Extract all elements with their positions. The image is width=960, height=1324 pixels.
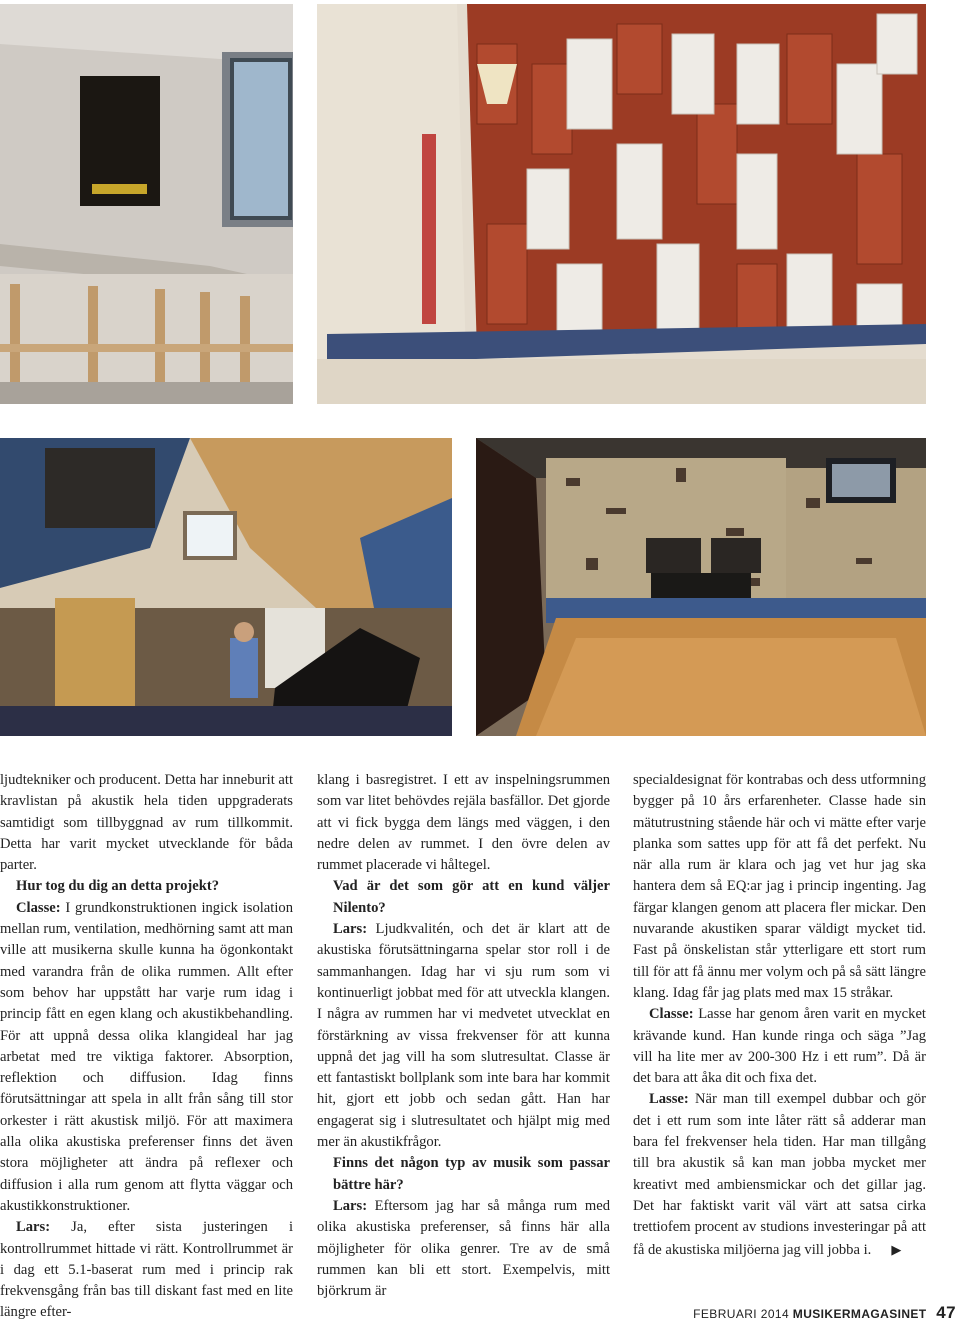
answer-paragraph: [317, 1196, 610, 1302]
photo-birch-room: [476, 438, 926, 736]
answer-text: Eftersom jag har så många rum med olika akustiska preferenser, så finns här alla möjligheter för olika genrer. Tre av de små rummen kan bli ett stort. Exempelvis, mitt björkrum är: [317, 1197, 610, 1300]
speaker-label: Lars:: [16, 1219, 51, 1236]
answer-paragraph: [317, 919, 610, 1153]
answer-text: I grundkonstruktionen ingick isolation mellan rum, ventilation, medhörning samt att man ville att musikerna skulle kunna ha ögonkontakt med varandra från de olika rummen. Allt efter som behov har uppstått har varje rum idag i princip fått en egen klang och akustikbehandling. För att uppnå dessa olika klangideal har jag arbetat med tre viktiga faktorer. Absorption, reflektion och diffusion. Idag finns förutsättningar att spela in allt från sång till stor orkester i rätt akustisk miljö. För att maximera alla olika akustiska preferenser finns det även stora möjligheter att ändra på reflexer och diffusion i alla rum genom att flytta väggar och akustikkonstruktioner.: [0, 899, 293, 1214]
question: Vad är det som gör att en kund väljer Nilento?: [333, 878, 610, 916]
answer-paragraph: [0, 1217, 293, 1323]
answer-paragraph: [0, 898, 293, 1217]
brick-wall-image: [317, 4, 926, 404]
text-column-3: [633, 770, 926, 1261]
text-column-2: [317, 770, 610, 1302]
photo-construction-room: [0, 4, 293, 404]
photo-control-room-piano: [0, 438, 452, 736]
answer-paragraph: [633, 1089, 926, 1260]
answer-text: När man till exempel dubbar och gör det i ett rum som inte låter rätt så adderar man bara fel frekvenser hela tiden. Har man tillgång till bra akustik så kan man jobba mycket mer kreativt med ambiensmickar och det gillar jag. Det har faktiskt varit väl värt att satsa cirka trettiofem procent av studions investeringar på att få de akustiska miljöerna jag vill jobba i.: [633, 1091, 926, 1258]
speaker-label: Lars:: [333, 1197, 368, 1214]
speaker-label: Lasse:: [649, 1091, 689, 1108]
speaker-label: Classe:: [16, 899, 61, 916]
question: Finns det någon typ av musik som passar bättre här?: [333, 1155, 610, 1193]
construction-room-image: [0, 4, 293, 404]
answer-text: Ljudkvalitén, och det är klart att de akustiska förutsättningarna spelar stor roll i de sammanhangen. Idag har vi sju rum som vi kontinuerligt jobbat med för att utveckla klangen. I några av rummen har vi medvetet utvecklat en förstärkning av vissa frekvenser för att kunna uppnå det jag vill ha som slutresultat. Classe är ett fantastiskt bollplank som inte bara har kommit hit, gjort ett jobb och sedan gått. Han har engagerat sig i slutresultatet och hjälpt mig med mer än akustikfrågor.: [317, 921, 610, 1151]
answer-paragraph: [633, 1004, 926, 1089]
birch-room-image: [476, 438, 926, 736]
photo-brick-diffuser-wall: [317, 4, 926, 404]
paragraph: ljudtekniker och producent. Detta har inneburit att kravlistan på akustik hela tiden uppgraderats samtidigt som tillbyggnad av rum tillkommit. Detta har varit mycket utvecklande för båda parter.: [0, 772, 293, 874]
text-column-1: [0, 770, 293, 1324]
piano-room-image: [0, 438, 452, 736]
speaker-label: Classe:: [649, 1006, 694, 1023]
end-of-article-icon: ▶: [891, 1241, 902, 1257]
paragraph: klang i basregistret. I ett av inspelningsrummen som var litet behövdes rejäla basfällor. Det gjorde att vi fick bygga dem längs med väggen, i den nedre delen av rummet. I den övre delen av rummet placerade vi håltegel.: [317, 772, 610, 874]
answer-text: Ja, efter sista justeringen i kontrollrummet hittade vi rätt. Kontrollrummet är i dag ett 5.1-baserat rum med i princip rak frekvensgång från bas till diskant fast med en lite längre efter-: [0, 1219, 293, 1321]
question: Hur tog du dig an detta projekt?: [16, 878, 219, 895]
paragraph: specialdesignat för kontrabas och dess utformning bygger på 10 års erfarenheter. Classe hade sin mätutrustning stående här och vi mätte efter varje planka som sattes upp för att få det perfekt. Nu när alla rum är klara och jag vet hur jag ska hantera dem så EQ:ar jag i princip ingenting. Jag färgar klangen genom att placera fler mickar. Den nuvarande akustiken sparar väldigt mycket tid. Fast på önskelistan står ytterligare ett stort rum till för att få ännu mer volym och på så sätt längre klang. Idag får jag plats med max 15 stråkar.: [633, 772, 927, 1001]
answer-text: Lasse har genom åren varit en mycket krävande kund. Han kunde ringa och säga ”Jag vill ha lite mer av 200-300 Hz i ett rum”. Då är det bara att åka dit och fixa det.: [633, 1006, 926, 1087]
issue-date: FEBRUARI 2014: [693, 1307, 790, 1321]
speaker-label: Lars:: [333, 921, 368, 938]
page-number: 47: [936, 1303, 956, 1322]
page-footer: [693, 1303, 956, 1323]
magazine-name: MUSIKERMAGASINET: [792, 1307, 927, 1321]
